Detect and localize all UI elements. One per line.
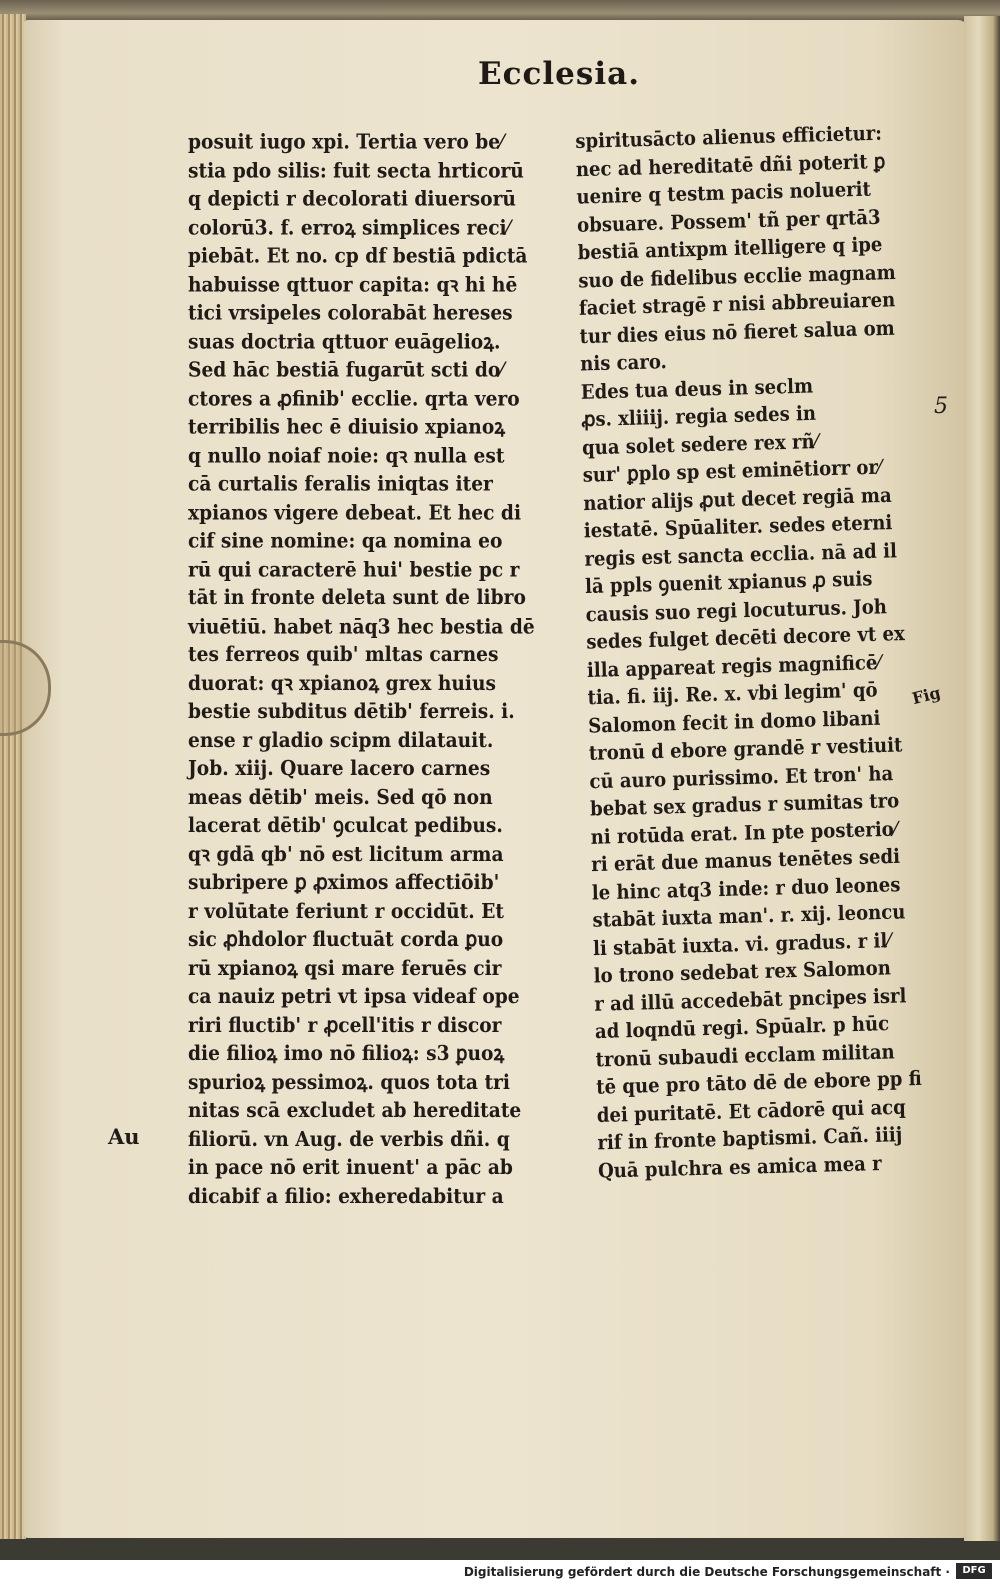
text-line: tici vrsipeles colorabāt hereses: [188, 301, 513, 325]
page-stack-right: [964, 16, 1000, 1541]
text-line: Job. xiij. Quare lacero carnes: [188, 756, 491, 781]
text-line: iestatē. Spūaliter. sedes eterni: [583, 511, 893, 543]
text-line: cū auro purissimo. Et tron' ha: [589, 761, 894, 793]
text-line: sur' ꝑplo sp est eminētiorr or⁄: [582, 455, 882, 487]
text-line: sic ꝓhdolor fluctuāt corda ꝑuo: [188, 927, 504, 952]
text-line: ca nauiz petri vt ipsa videaf ope: [188, 984, 520, 1009]
text-line: ni rotūda erat. In pte posterio⁄: [590, 817, 897, 849]
text-line: nitas scā excludet ab hereditate: [188, 1098, 522, 1123]
text-line: tronū d ebore grandē r vestiuit: [588, 733, 903, 766]
text-line: ense r gladio scipm dilatauit.: [188, 728, 494, 753]
text-line: qua solet sedere rex rñ⁄: [581, 429, 818, 460]
text-line: natior alijs ꝓut decet regiā ma: [583, 483, 892, 515]
text-line: in pace nō erit inuent' a pāc ab: [188, 1155, 513, 1180]
text-line: subripere ꝑ ꝓximos affectiōib': [188, 870, 500, 895]
text-line: suo de fidelibus ecclie magnam: [578, 260, 896, 293]
dfg-logo: DFG: [956, 1563, 992, 1579]
text-line: dicabif a filio: exheredabitur a: [188, 1184, 504, 1208]
text-line: sedes fulget decēti decore vt ex: [586, 622, 906, 654]
text-line: colorū3. f. erroꝝ simplices reci⁄: [188, 215, 510, 240]
footer-credit: Digitalisierung gefördert durch die Deutsche Forschungsgemeinschaft ·: [463, 1565, 950, 1579]
text-line: q depicti r decolorati diuersorū: [188, 187, 516, 211]
text-line: uenire q testm pacis noluerit: [576, 177, 872, 209]
text-line: dei puritatē. Et cādorē qui acq: [596, 1095, 906, 1127]
text-line: r volūtate feriunt r occidūt. Et: [188, 899, 505, 923]
margin-note-fig: Fig: [910, 682, 943, 709]
text-line: posuit iugo xpi. Tertia vero be⁄: [188, 130, 504, 154]
text-line: stia pdo silis: fuit secta hrticorū: [188, 158, 524, 183]
text-line: lo trono sedebat rex Salomon: [593, 956, 892, 988]
text-line: cā curtalis feralis iniqtas iter: [188, 472, 493, 496]
text-line: Salomon fecit in domo libani: [587, 706, 881, 738]
margin-numeral: 5: [934, 394, 948, 419]
left-text-column: [188, 128, 535, 1211]
text-line: bestiā antixpm itelligere q ipe: [577, 233, 883, 265]
text-line: spiritusācto alienus efficietur:: [575, 121, 883, 154]
text-line: q nullo noiaf noie: qꝛ nulla est: [188, 443, 505, 468]
text-line: li stabāt iuxta. vi. gradus. r il⁄: [592, 928, 891, 960]
text-line: duorat: qꝛ xpianoꝝ grex huius: [188, 671, 497, 696]
text-line: terribilis hec ē diuisio xpianoꝝ: [188, 415, 506, 439]
text-line: tronū subaudi ecclam militan: [595, 1039, 895, 1072]
page-stack-left: [0, 14, 26, 1539]
text-line: Sed hāc bestiā fugarūt scti do⁄: [188, 358, 504, 382]
text-line: suas doctria qttuor euāgelioꝝ.: [188, 329, 501, 354]
text-line: rif in fronte baptismi. Cañ. iiij: [597, 1123, 903, 1155]
text-line: tia. fi. iij. Re. x. vbi legim' qō: [587, 678, 878, 710]
text-line: le hinc atq3 inde: r duo leones: [591, 872, 901, 905]
text-line: obsuare. Possem' tñ per qrtā3: [576, 205, 881, 237]
text-line: qꝛ gdā qb' nō est licitum arma: [188, 842, 504, 866]
right-text-column: [575, 119, 924, 1185]
text-line: Quā pulchra es amica mea r: [597, 1151, 882, 1183]
text-line: xpianos vigere debeat. Et hec di: [188, 500, 522, 525]
text-line: ꝓs. xliiij. regia sedes in: [581, 401, 817, 432]
text-line: illa appareat regis magnificē⁄: [586, 650, 881, 682]
text-line: faciet stragē r nisi abbreuiaren: [578, 288, 896, 321]
text-line: lacerat dētib' ꝯculcat pedibus.: [188, 813, 503, 838]
text-line: habuisse qttuor capita: qꝛ hi hē: [188, 272, 518, 297]
text-line: viuētiū. habet nāq3 hec bestia dē: [188, 614, 535, 639]
text-line: Edes tua deus in seclm: [580, 374, 814, 404]
text-line: filiorū. vn Aug. de verbis dñi. q: [188, 1127, 510, 1151]
text-line: r ad illū accedebāt pncipes isrl: [594, 983, 907, 1016]
text-line: die filioꝝ imo nō filioꝝ: s3 ꝑuoꝝ: [188, 1041, 505, 1066]
text-line: regis est sancta ecclia. nā ad il: [584, 538, 898, 571]
text-line: causis suo regi locuturus. Joh: [585, 594, 888, 627]
text-line: rū xpianoꝝ qsi mare feruēs cir: [188, 956, 502, 980]
text-line: cif sine nomine: qa nomina eo: [188, 528, 503, 553]
text-line: ri erāt due manus tenētes sedi: [591, 844, 901, 877]
text-line: lā ppls ꝯuenit xpianus ꝓ suis: [584, 567, 873, 599]
text-line: rū qui caracterē hui' bestie pc r: [188, 557, 520, 582]
margin-note-au: Au: [108, 1124, 140, 1149]
text-line: ad loqndū regi. Spūalr. p hūc: [594, 1012, 890, 1044]
binding-top: [0, 0, 1000, 22]
text-line: piebāt. Et no. cp df bestiā pdictā: [188, 244, 528, 268]
text-line: spurioꝝ pessimoꝝ. quos tota tri: [188, 1070, 510, 1094]
running-head: Ecclesia.: [478, 56, 640, 92]
text-line: nis caro.: [579, 350, 668, 376]
text-line: stabāt iuxta man'. r. xij. leoncu: [592, 900, 906, 933]
text-line: meas dētib' meis. Sed qō non: [188, 785, 493, 810]
text-line: tur dies eius nō fieret salua om: [579, 316, 895, 348]
text-line: tē que pro tāto dē de ebore pp fi: [595, 1067, 922, 1099]
text-line: tāt in fronte deleta sunt de libro: [188, 585, 526, 610]
text-line: riri fluctib' r ꝓcell'itis r discor: [188, 1013, 502, 1037]
text-line: nec ad hereditatē dñi poterit ꝑ: [575, 149, 886, 182]
text-line: bebat sex gradus r sumitas tro: [589, 789, 900, 821]
text-line: bestie subditus dētib' ferreis. i.: [188, 699, 515, 724]
text-line: ctores a ꝓfinib' ecclie. qrta vero: [188, 386, 520, 411]
text-line: tes ferreos quib' mltas carnes: [188, 642, 499, 667]
